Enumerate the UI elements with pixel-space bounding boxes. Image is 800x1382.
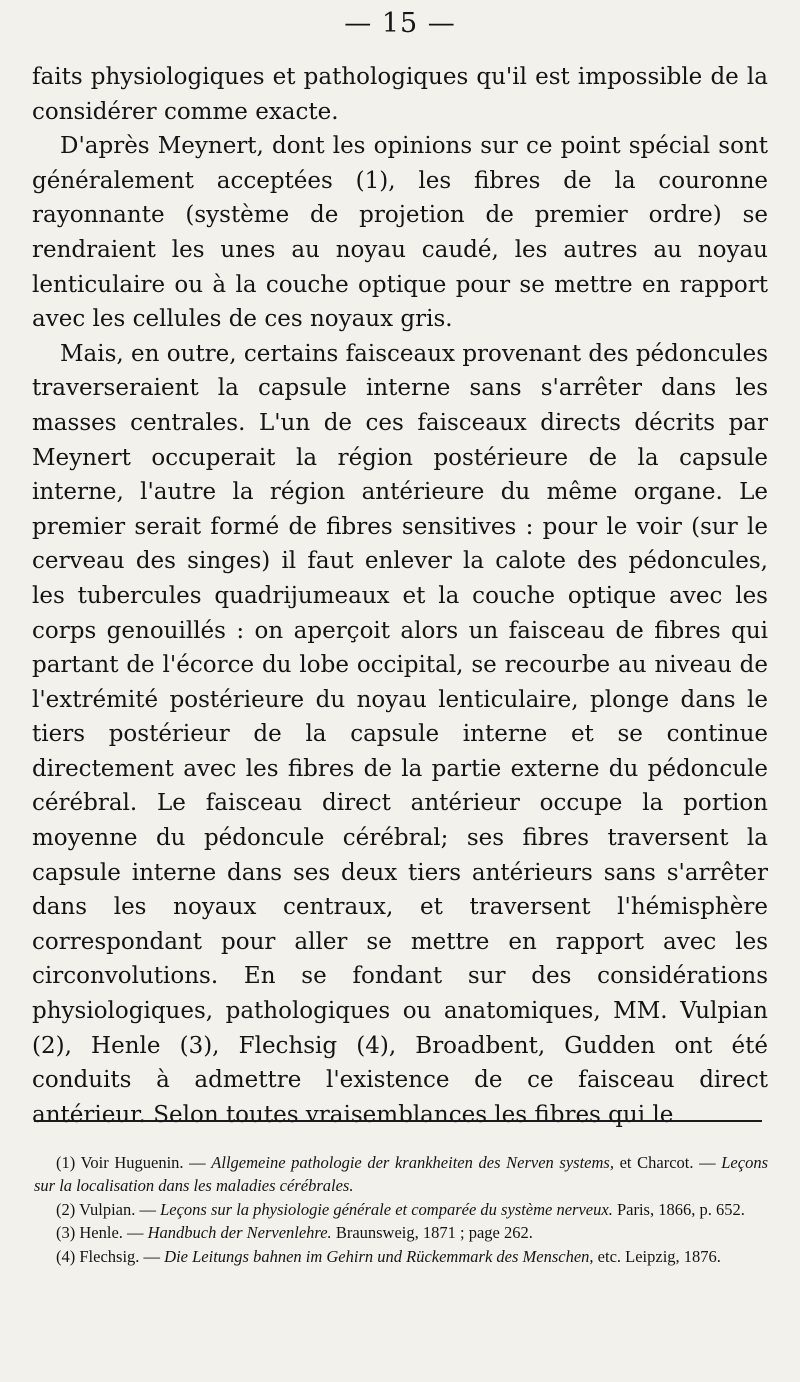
footnote-1-title: Allgemeine pathologie der krankheiten des Nerven systems, <box>211 1153 614 1172</box>
paragraph-1: faits physiologiques et pathologiques qu'il est impossible de la considérer comme exacte. <box>32 64 768 125</box>
footnote-1-title-2: Leçons sur la localisation dans les maladies cérébrales. <box>34 1153 768 1195</box>
page-number: — 15 — <box>344 8 456 39</box>
footnote-4 <box>34 1246 768 1269</box>
footnote-3-title: Handbuch der Nervenlehre. <box>147 1223 332 1243</box>
footnote-divider <box>34 1120 762 1122</box>
footnote-4-suffix: etc. Leipzig, 1876. <box>593 1247 721 1267</box>
footnote-2-suffix: Paris, 1866, p. 652. <box>612 1199 745 1219</box>
footnote-2-author: (2) Vulpian. — <box>56 1199 161 1219</box>
footnotes <box>34 1152 768 1270</box>
footnote-1-middle: et Charcot. — <box>613 1153 722 1172</box>
footnote-1 <box>34 1152 768 1198</box>
footnote-3 <box>34 1222 768 1245</box>
footnote-4-author: (4) Flechsig. — <box>56 1247 165 1267</box>
footnote-4-title: Die Leitungs bahnen im Gehirn und Rückemmark des Menschen, <box>164 1247 594 1267</box>
paragraph-3: Mais, en outre, certains faisceaux provenant des pédoncules traverseraient la capsule interne sans s'arrêter dans les masses centrales. L'un de ces faisceaux directs décrits par Meynert occuperait la région postérieure de la capsule interne, l'autre la région antérieure du même organe. Le premier serait formé de fibres sensitives : pour le voir (sur le cerveau des singes) il faut enlever la calote des pédoncules, les tubercules quadrijumeaux et la couche optique avec les corps genouillés : on aperçoit alors un faisceau de fibres qui partant de l'écorce du lobe occipital, se recourbe au niveau de l'extrémité postérieure du noyau lenticulaire, plonge dans le tiers postérieur de la capsule interne et se continue directement avec les fibres de la partie externe du pédoncule cérébral. Le faisceau direct antérieur occupe la portion moyenne du pédoncule cérébral; ses fibres traversent la capsule interne dans ses deux tiers antérieurs sans s'arrêter dans les noyaux centraux, et traversent l'hémisphère correspondant pour aller se mettre en rapport avec les circonvolutions. En se fondant sur des considérations physiologiques, pathologiques ou anatomiques, MM. Vulpian (2), Henle (3), Flechsig (4), Broadbent, Gudden ont été conduits à admettre l'existence de ce faisceau direct antérieur. Selon toutes vraisemblances les fibres qui le <box>32 340 769 1128</box>
paragraph-2: D'après Meynert, dont les opinions sur ce point spécial sont généralement acceptées (1), les fibres de la couronne rayonnante (système de projetion de premier ordre) se rendraient les unes au noyau caudé, les autres au noyau lenticulaire ou à la couche optique pour se mettre en rapport avec les cellules de ces noyaux gris. <box>32 133 768 333</box>
body-text <box>32 60 768 1132</box>
footnote-3-suffix: Braunsweig, 1871 ; page 262. <box>331 1223 533 1243</box>
footnote-2-title: Leçons sur la physiologie générale et comparée du système nerveux. <box>160 1199 613 1219</box>
footnote-1-author: (1) Voir Huguenin. — <box>56 1153 212 1172</box>
footnote-2 <box>34 1199 768 1222</box>
footnote-3-author: (3) Henle. — <box>56 1223 148 1243</box>
